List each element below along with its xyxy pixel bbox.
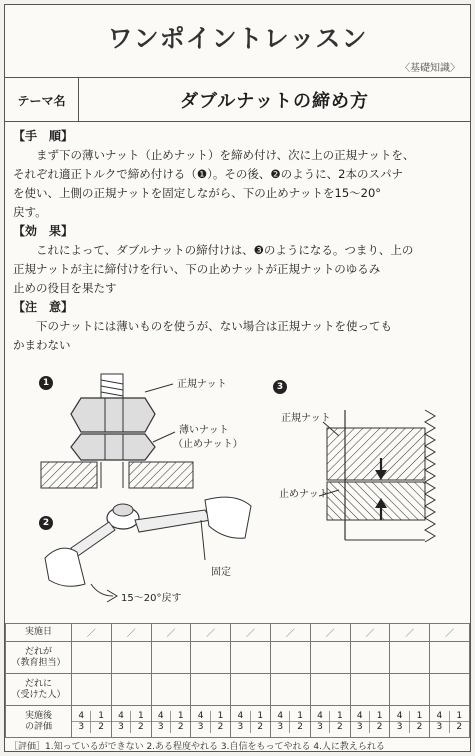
grade-cell[interactable]: [310, 706, 350, 738]
text-line: かまわない: [13, 338, 71, 352]
cell[interactable]: [151, 642, 191, 674]
text-line: を使い、上側の正規ナットを固定しながら、下の止めナットを15～20°: [13, 186, 382, 200]
cell[interactable]: [72, 674, 112, 706]
grade-option[interactable]: 3: [152, 722, 171, 733]
text-line: 正規ナットが主に締付けを行い、下の止めナットが正規ナットのゆるみ: [13, 262, 381, 276]
grade-option[interactable]: 2: [257, 722, 264, 732]
date-cell[interactable]: ／: [310, 624, 350, 642]
date-cell[interactable]: ／: [191, 624, 231, 642]
grade-cell[interactable]: [390, 706, 430, 738]
figure-number-3: 3: [273, 380, 287, 394]
label-regular-nut-3: 正規ナット: [281, 413, 331, 424]
date-cell[interactable]: ／: [231, 624, 271, 642]
grade-option[interactable]: 2: [297, 722, 303, 732]
grade-option[interactable]: 4: [311, 711, 330, 722]
label-fixed: 固定: [211, 567, 231, 578]
grade-grid: [311, 711, 350, 733]
section-heading: 【注 意】: [13, 300, 74, 314]
evaluation-legend: ［評価］1.知っているができない 2.ある程度やれる 3.自信をもってやれる 4.人に教えられる: [9, 742, 385, 752]
table-row-learner: [6, 674, 470, 706]
table-row-date: [6, 624, 470, 642]
grade-option[interactable]: 2: [217, 722, 224, 732]
date-cell[interactable]: ／: [151, 624, 191, 642]
section-heading: 【手 順】: [13, 129, 74, 143]
grade-option[interactable]: 1: [410, 711, 429, 722]
section-heading: 【効 果】: [13, 224, 74, 238]
page-subtitle: 〈基礎知識〉: [400, 63, 460, 74]
grade-option[interactable]: 3: [191, 722, 210, 733]
row-header: だれが （教育担当）: [6, 642, 72, 674]
grade-option[interactable]: 4: [72, 711, 91, 722]
date-cell[interactable]: ／: [390, 624, 430, 642]
table-row-evaluation: [6, 706, 470, 738]
cell[interactable]: [350, 642, 390, 674]
grade-grid: [231, 711, 270, 733]
grade-option[interactable]: 2: [337, 722, 343, 732]
label-lock-nut-3: 止めナット: [279, 489, 329, 500]
grade-option[interactable]: 2: [416, 722, 423, 732]
grade-grid: [112, 711, 151, 733]
cell[interactable]: [430, 642, 470, 674]
grade-option[interactable]: 1: [131, 711, 150, 722]
grade-option[interactable]: 2: [376, 722, 383, 732]
section-caution: [13, 298, 465, 355]
figure-drawing: [5, 370, 472, 620]
grade-grid: [191, 711, 230, 733]
text-line: 止めの役目を果たす: [13, 281, 117, 295]
date-cell[interactable]: ／: [350, 624, 390, 642]
grade-option[interactable]: 3: [271, 722, 290, 733]
grade-option[interactable]: 4: [271, 711, 290, 722]
cell[interactable]: [390, 642, 430, 674]
grade-option[interactable]: 1: [330, 711, 349, 722]
cell[interactable]: [310, 642, 350, 674]
grade-option[interactable]: 2: [456, 722, 463, 732]
grade-cell[interactable]: [151, 706, 191, 738]
grade-option[interactable]: 4: [390, 711, 409, 722]
label-return-angle: 15～20°戻す: [121, 593, 182, 604]
cell[interactable]: [191, 674, 231, 706]
lesson-sheet: [4, 4, 471, 752]
grade-option[interactable]: 4: [351, 711, 370, 722]
grade-option[interactable]: 3: [231, 722, 250, 733]
grade-option[interactable]: 1: [450, 711, 469, 722]
section-effect: [13, 222, 465, 298]
grade-cell[interactable]: [430, 706, 470, 738]
theme-title: ダブルナットの締め方: [180, 91, 369, 112]
grade-option[interactable]: 4: [231, 711, 250, 722]
cell[interactable]: [111, 642, 151, 674]
grade-cell[interactable]: [270, 706, 310, 738]
grade-option[interactable]: 4: [430, 711, 449, 722]
row-header: 実施後 の評価: [6, 706, 72, 738]
grade-option[interactable]: 2: [177, 722, 184, 732]
grade-option[interactable]: 2: [98, 722, 104, 732]
grade-option[interactable]: 3: [390, 722, 409, 733]
cell[interactable]: [191, 642, 231, 674]
text-line: 戻す。: [13, 205, 47, 219]
date-cell[interactable]: ／: [270, 624, 310, 642]
cell[interactable]: [270, 642, 310, 674]
grade-option[interactable]: 3: [112, 722, 131, 733]
grade-option[interactable]: 1: [370, 711, 389, 722]
header: [5, 5, 470, 78]
text-line: それぞれ適正トルクで締め付ける（❶）。その後、❷のように、2本のスパナ: [13, 167, 403, 181]
cell[interactable]: [350, 674, 390, 706]
record-table: [5, 623, 470, 738]
grade-grid: [152, 711, 191, 733]
grade-grid: [271, 711, 310, 733]
grade-option[interactable]: 4: [152, 711, 171, 722]
date-cell[interactable]: ／: [111, 624, 151, 642]
lesson-body: [13, 127, 465, 355]
date-cell[interactable]: ／: [72, 624, 112, 642]
grade-option[interactable]: 3: [311, 722, 330, 733]
grade-grid: [72, 711, 111, 733]
figure-3-section: [319, 410, 435, 542]
date-cell[interactable]: ／: [430, 624, 470, 642]
page-title: ワンポイントレッスン: [107, 24, 368, 53]
grade-cell[interactable]: [72, 706, 112, 738]
row-header: だれに （受けた人）: [6, 674, 72, 706]
cell[interactable]: [151, 674, 191, 706]
figure-2-spanners: [45, 497, 251, 602]
cell[interactable]: [310, 674, 350, 706]
cell[interactable]: [390, 674, 430, 706]
grade-option[interactable]: 2: [138, 722, 144, 732]
text-line: 下のナットには薄いものを使うが、ない場合は正規ナットを使っても: [36, 319, 393, 333]
grade-option[interactable]: 1: [211, 711, 230, 722]
label-regular-nut: 正規ナット: [177, 379, 227, 390]
figure-1-nuts: [41, 374, 193, 488]
figure-number-1: 1: [39, 376, 53, 390]
cell[interactable]: [231, 674, 271, 706]
grade-grid: [430, 711, 469, 733]
grade-cell[interactable]: [191, 706, 231, 738]
table-row-teacher: [6, 642, 470, 674]
grade-option[interactable]: 4: [191, 711, 210, 722]
grade-option[interactable]: 3: [351, 722, 370, 733]
text-line: まず下の薄いナット（止めナット）を締め付け、次に上の正規ナットを、: [36, 148, 415, 162]
cell[interactable]: [111, 674, 151, 706]
theme-label: テーマ名: [5, 78, 79, 122]
grade-option[interactable]: 3: [430, 722, 449, 733]
grade-cell[interactable]: [231, 706, 271, 738]
theme-row: [5, 78, 470, 122]
label-lock-nut-note: （止めナット）: [173, 439, 243, 450]
grade-option[interactable]: 1: [251, 711, 270, 722]
grade-option[interactable]: 3: [72, 722, 91, 733]
section-procedure: [13, 127, 465, 222]
label-thin-nut: 薄いナット: [179, 425, 229, 436]
cell[interactable]: [270, 674, 310, 706]
cell[interactable]: [72, 642, 112, 674]
text-line: これによって、ダブルナットの締付けは、❸のようになる。つまり、上の: [36, 243, 414, 257]
grade-cell[interactable]: [350, 706, 390, 738]
grade-option[interactable]: 1: [91, 711, 110, 722]
figure-area: [5, 370, 470, 620]
cell[interactable]: [430, 674, 470, 706]
grade-cell[interactable]: [111, 706, 151, 738]
grade-option[interactable]: 4: [112, 711, 131, 722]
figure-number-2: 2: [39, 516, 53, 530]
cell[interactable]: [231, 642, 271, 674]
grade-option[interactable]: 1: [171, 711, 190, 722]
grade-grid: [351, 711, 390, 733]
grade-grid: [390, 711, 429, 733]
row-header: 実施日: [6, 624, 72, 642]
grade-option[interactable]: 1: [290, 711, 309, 722]
